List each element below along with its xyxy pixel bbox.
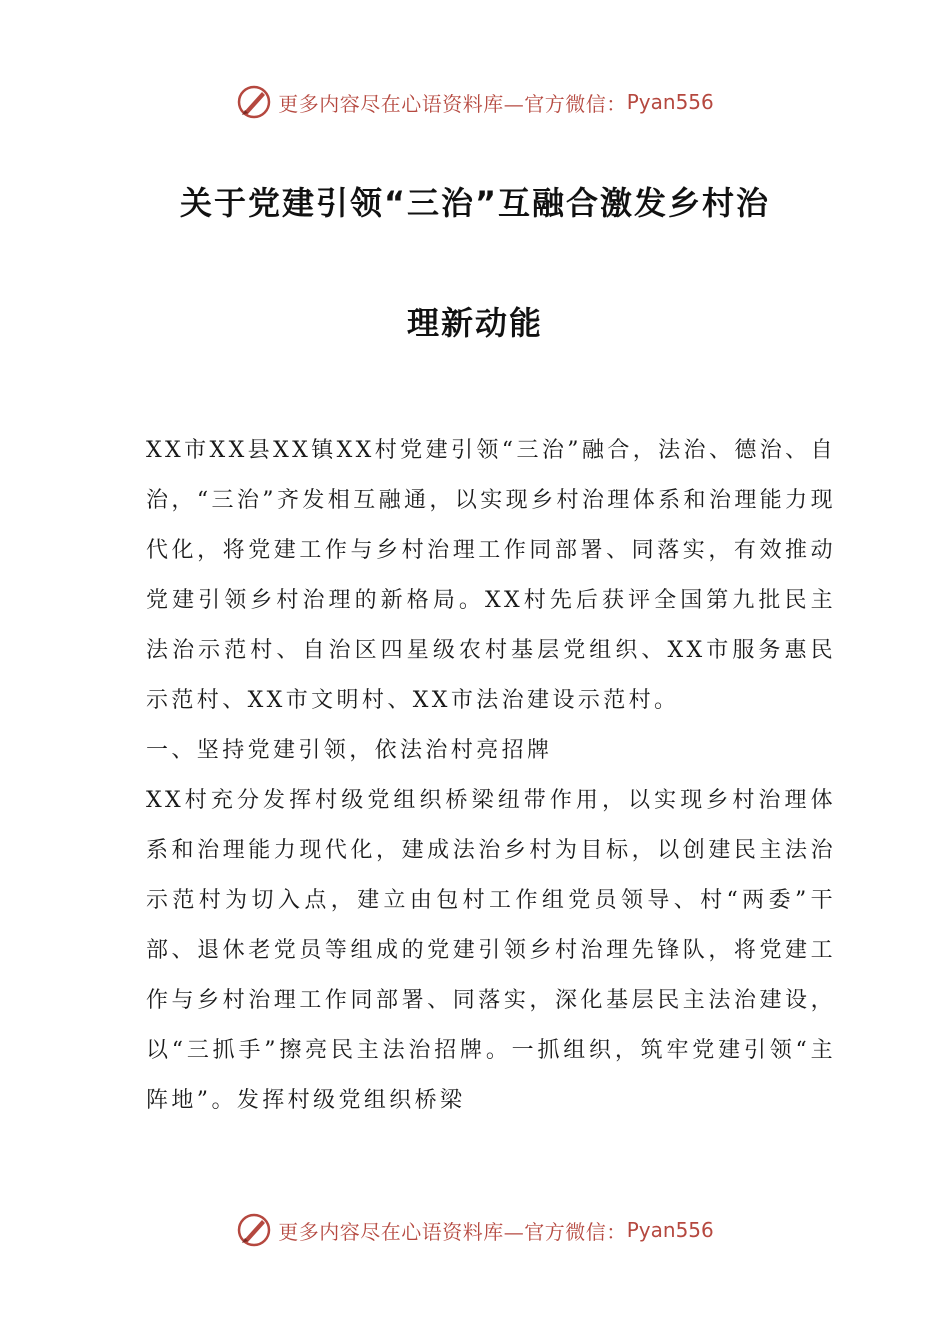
footer-banner — [0, 1210, 950, 1250]
section-heading-1: 一、坚持党建引领，依法治村亮招牌 — [146, 738, 553, 763]
document-title-line-1: 关于党建引领“三治”互融合激发乡村治 — [179, 184, 771, 222]
banner-wechat-id: Pyan556 — [626, 90, 714, 114]
banner-wechat-id: Pyan556 — [626, 1218, 714, 1242]
paragraph-section-1: XX村充分发挥村级党组织桥梁纽带作用，以实现乡村治理体系和治理能力现代化，建成法治乡村为目标，以创建民主法治示范村为切入点，建立由包村工作组党员领导、村“两委”干部、退休老党员等组成的党建引领乡村治理先锋队，将党建工作与乡村治理工作同部署、同落实，深化基层民主法治建设，以“三抓手”擦亮民主法治招牌。一抓组织，筑牢党建引领“主阵地”。发挥村级党组织桥梁 — [146, 788, 836, 1113]
pen-logo-icon — [236, 1212, 272, 1248]
document-title-line-2: 理新动能 — [406, 304, 543, 342]
pen-logo-icon — [236, 84, 272, 120]
paragraph-intro: XX市XX县XX镇XX村党建引领“三治”融合，法治、德治、自治，“三治”齐发相互融通，以实现乡村治理体系和治理能力现代化，将党建工作与乡村治理工作同部署、同落实，有效推动党建引领乡村治理的新格局。XX村先后获评全国第九批民主法治示范村、自治区四星级农村基层党组织、XX市服务惠民示范村、XX市文明村、XX市法治建设示范村。 — [146, 438, 836, 713]
header-banner — [0, 82, 950, 122]
document-body — [146, 426, 836, 1126]
banner-slogan: 更多内容尽在心语资料库—官方微信： — [278, 1219, 627, 1244]
banner-slogan: 更多内容尽在心语资料库—官方微信： — [278, 91, 627, 116]
